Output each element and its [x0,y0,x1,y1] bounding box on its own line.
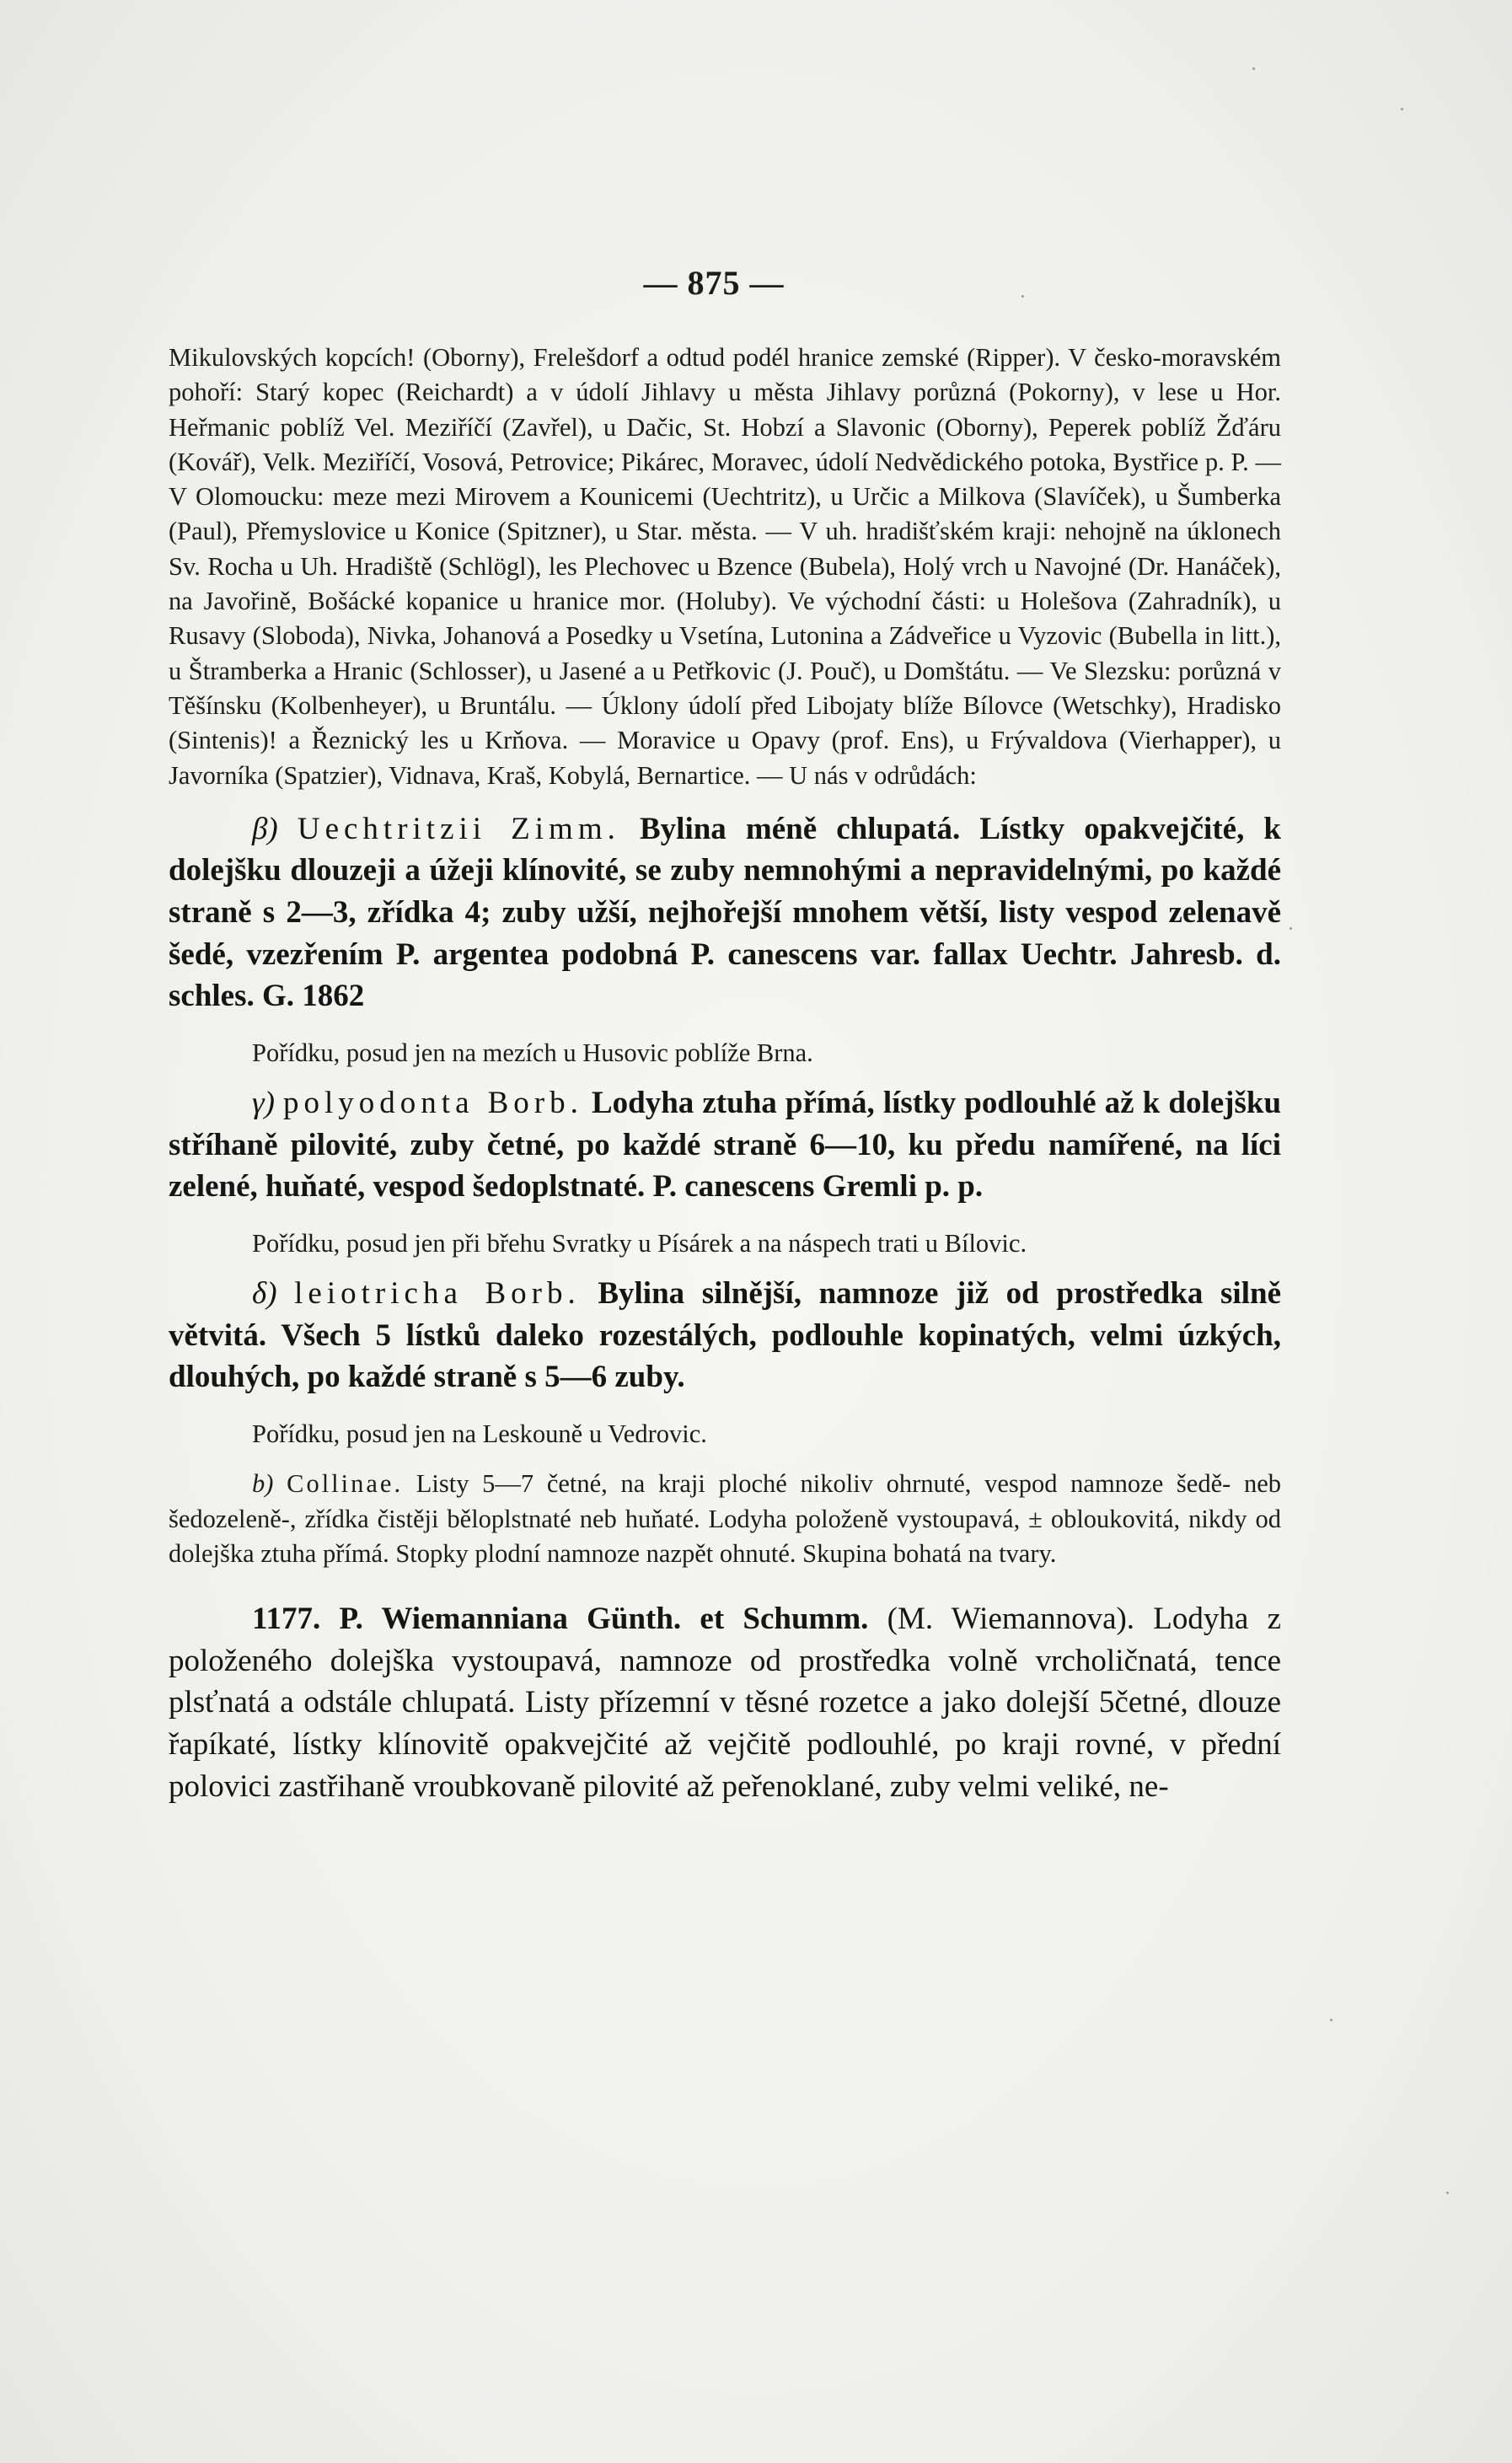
text-body [169,341,1281,1807]
paper-speck [1252,67,1255,70]
variety-delta-description: Bylina silnější, namnoze již od prostředka silně větvitá. Všech 5 lístků daleko rozestálých, podlouhle kopinatých, velmi úzkých, dlouhých, po každé straně s 5—6 zuby. [169,1276,1281,1395]
variety-gamma-mark: γ) [252,1086,275,1121]
species-1177-description: Lodyha z položeného dolejška vystoupavá, namnoze od prostředka volně vrcholičnatá, tence plsťnatá a odstále chlupatá. Listy přízemní v těsné rozetce a jako dolejší 5četné, dlouze řapíkaté, lístky klínovitě opakvejčité až vejčitě podlouhlé, po kraji rovné, v přední polovici zastřihaně vroubkovaně pilovité až peřenoklané, zuby velmi veliké, ne- [169,1602,1281,1804]
variety-gamma-paragraph [169,1082,1281,1208]
species-1177-heading: 1177. P. Wiemanniana Günth. et Schumm. [252,1602,869,1637]
variety-gamma-description: Lodyha ztuha přímá, lístky podlouhlé až k dolejšku stříhaně pilovité, zuby četné, po každé straně 6—10, ku předu namířené, na líci zelené, huňaté, vespod šedoplstnaté. P. canescens Gremli p. p. [169,1086,1282,1205]
paper-speck [1330,2019,1332,2021]
variety-beta-paragraph [169,808,1281,1017]
variety-beta-note: Pořídku, posud jen na mezích u Husovic poblíže Brna. [252,1038,813,1067]
variety-gamma-name: polyodonta Borb. [283,1086,583,1121]
paper-speck [1021,295,1024,298]
variety-delta-note: Pořídku, posud jen na Leskouně u Vedrovic. [252,1419,707,1448]
page-number: — 875 — [643,264,785,302]
variety-delta-name: leiotricha Borb. [294,1276,581,1312]
variety-delta-paragraph [169,1273,1281,1398]
group-collinae-name: Collinae. [287,1469,404,1499]
paper-speck [1446,2192,1449,2194]
variety-gamma-note: Pořídku, posud jen při břehu Svratky u Písárek a na náspech trati u Bílovic. [252,1228,1027,1258]
variety-beta-description: Bylina méně chlupatá. Lístky opakvejčité, k dolejšku dlouzeji a úžeji klínovité, se zuby nemnohými a nepravidelnými, po každé straně s 2—3, zřídka 4; zuby užší, nejhořejší mnohem větší, listy vespod zelenavě šedé, vzezřením P. argentea podobná P. canescens var. fallax Uechtr. Jahresb. d. schles. G. 1862 [169,811,1282,1014]
group-collinae-paragraph [169,1467,1281,1571]
paper-speck [1401,108,1403,110]
group-collinae-mark: b) [252,1469,274,1499]
species-1177-czech-name: (M. Wiemannova). [868,1602,1135,1637]
variety-beta-mark: β) [252,811,278,846]
group-collinae-description: Listy 5—7 četné, na kraji ploché nikoliv ohrnuté, vespod namnoze šedě- neb šedozeleně-, zřídka čistěji běloplstnaté neb huňaté. Lodyha položeně vystoupavá, ± obloukovitá, nikdy od dolejška ztuha přímá. Stopky plodní namnoze nazpět ohnuté. Skupina bohatá na tvary. [169,1469,1282,1568]
locality-paragraph: Mikulovských kopcích! (Oborny), Frelešdorf a odtud podél hranice zemské (Ripper). V česko-moravském pohoří: Starý kopec (Reichardt) a v údolí Jihlavy u města Jihlavy porůzná (Pokorny), v lese u Hor. Heřmanic poblíž Vel. Meziříčí (Zavřel), u Dačic, St. Hobzí a Slavonic (Oborny), Peperek poblíž Žďáru (Kovář), Velk. Meziříčí, Vosová, Petrovice; Pikárec, Moravec, údolí Nedvědického potoka, Bystřice p. P. — V Olomoucku: meze mezi Mirovem a Kounicemi (Uechtritz), u Určic a Milkova (Slavíček), u Šumberka (Paul), Přemyslovice u Konice (Spitzner), u Star. města. — V uh. hradišťském kraji: nehojně na úklonech Sv. Rocha u Uh. Hradiště (Schlögl), les Plechovec u Bzence (Bubela), Holý vrch u Navojné (Dr. Hanáček), na Javořině, Bošácké kopanice u hranice mor. (Holuby). Ve východní části: u Holešova (Zahradník), u Rusavy (Sloboda), Nivka, Johanová a Posedky u Vsetína, Lutonina a Zádveřice u Vyzovic (Bubella in litt.), u Štramberka a Hranic (Schlosser), u Jasené a u Petřkovic (J. Pouč), u Domštátu. — Ve Slezsku: porůzná v Těšínsku (Kolbenheyer), u Bruntálu. — Úklony údolí před Libojaty blíže Bílovce (Wetschky), Hradisko (Sintenis)! a Řeznický les u Krňova. — Moravice u Opavy (prof. Ens), u Frývaldova (Vierhapper), u Javorníka (Spatzier), Vidnava, Kraš, Kobylá, Bernartice. — U nás v odrůdách: [169,343,1281,790]
variety-beta-name: Uechtritzii Zimm. [297,811,620,846]
variety-delta-mark: δ) [252,1276,277,1312]
species-1177-paragraph [169,1598,1281,1807]
paper-speck [1289,927,1292,930]
